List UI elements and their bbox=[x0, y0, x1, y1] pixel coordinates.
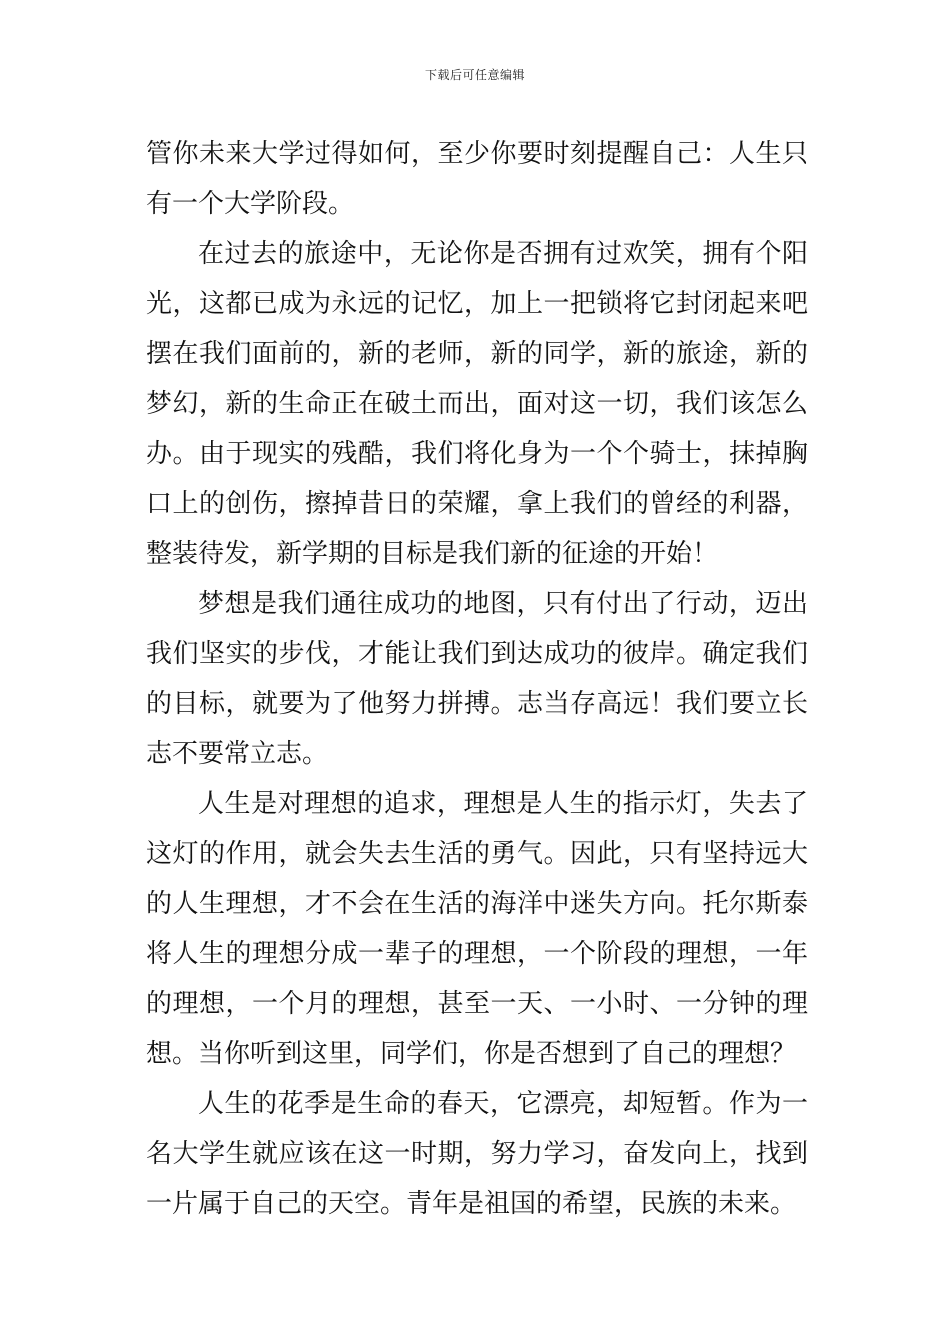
document-body bbox=[146, 129, 808, 1229]
paragraph: 梦想是我们通往成功的地图，只有付出了行动，迈出我们坚实的步伐，才能让我们到达成功的彼岸。确定我们的目标，就要为了他努力拼搏。志当存高远！我们要立长志不要常立志。 bbox=[146, 589, 808, 769]
paragraph: 人生的花季是生命的春天，它漂亮，却短暂。作为一名大学生就应该在这一时期，努力学习，奋发向上，找到一片属于自己的天空。青年是祖国的希望，民族的未来。 bbox=[146, 1089, 808, 1219]
header-note: 下载后可任意编辑 bbox=[424, 68, 525, 82]
paragraph: 在过去的旅途中，无论你是否拥有过欢笑，拥有个阳光，这都已成为永远的记忆，加上一把锁将它封闭起来吧摆在我们面前的，新的老师，新的同学，新的旅途，新的梦幻，新的生命正在破土而出，面对这一切，我们该怎么办。由于现实的残酷，我们将化身为一个个骑士，抹掉胸口上的创伤，擦掉昔日的荣耀，拿上我们的曾经的利器，整装待发，新学期的目标是我们新的征途的开始！ bbox=[146, 239, 808, 569]
paragraph: 人生是对理想的追求，理想是人生的指示灯，失去了这灯的作用，就会失去生活的勇气。因此，只有坚持远大的人生理想，才不会在生活的海洋中迷失方向。托尔斯泰将人生的理想分成一辈子的理想，一个阶段的理想，一年的理想，一个月的理想，甚至一天、一小时、一分钟的理想。当你听到这里，同学们，你是否想到了自己的理想？ bbox=[146, 789, 808, 1069]
paragraph: 管你未来大学过得如何，至少你要时刻提醒自己：人生只有一个大学阶段。 bbox=[146, 139, 808, 219]
